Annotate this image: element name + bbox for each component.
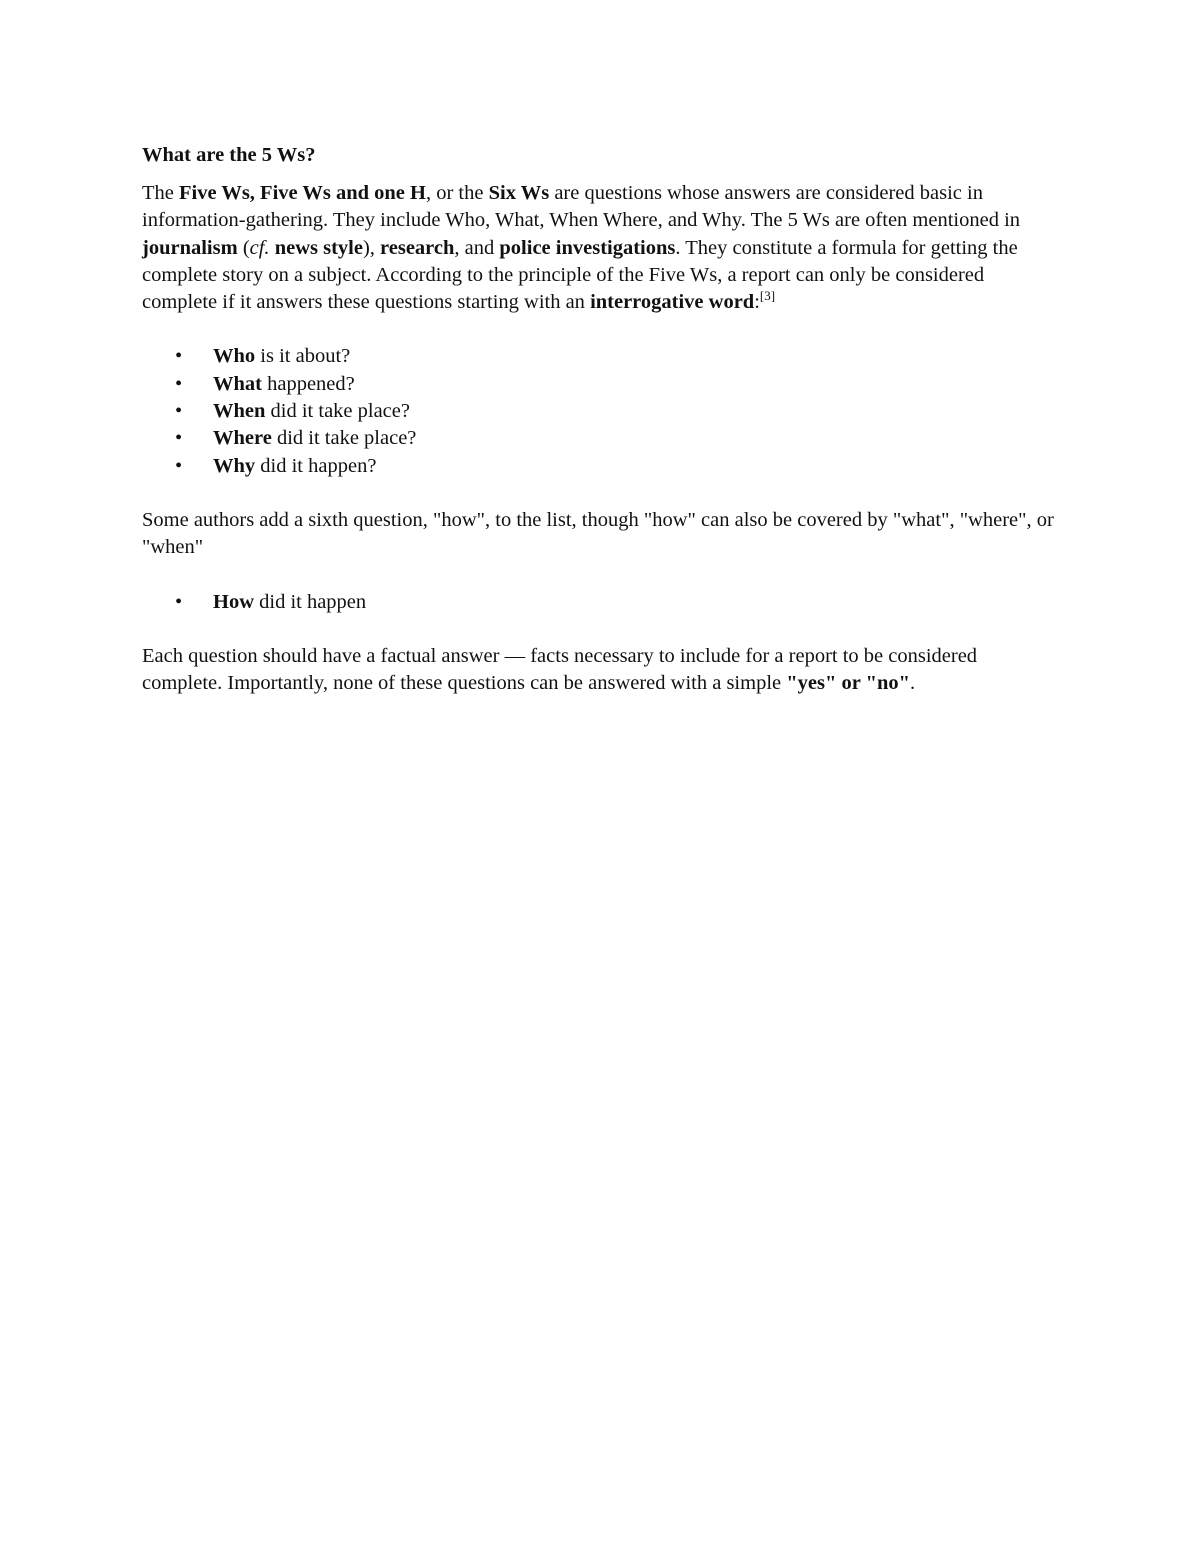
intro-text: The	[142, 182, 179, 204]
page-title: What are the 5 Ws?	[142, 144, 316, 166]
bullet-icon: •	[175, 400, 183, 423]
link-journalism[interactable]: journalism	[142, 236, 238, 259]
question-word: Who	[213, 345, 256, 368]
bullet-icon: •	[175, 345, 183, 368]
link-research[interactable]: research	[380, 236, 455, 259]
how-list	[142, 589, 1062, 616]
intro-italic-cf: cf.	[249, 236, 270, 259]
link-police-investigations[interactable]: police investigations	[499, 236, 676, 259]
citation-3[interactable]: [3]	[759, 288, 776, 304]
intro-text: are questions whose answers are considered basic in information-gathering. They include Who, What, When Where, and Why. The 5 Ws are often mentioned in	[142, 182, 1021, 232]
five-ws-list	[142, 343, 1062, 479]
sixth-question-paragraph: Some authors add a sixth question, "how", to the list, though "how" can also be covered by "what", "where", or "when"	[142, 508, 1054, 559]
intro-bold-five-ws: Five Ws, Five Ws and one H	[179, 182, 426, 204]
question-rest: is it about?	[255, 345, 351, 368]
question-word: When	[213, 400, 266, 423]
document-page	[142, 140, 1062, 697]
intro-text: . They constitute a formula for getting the complete story on a subject. According to the principle of the Five Ws, a report can only be considered complete if it answers these questions starting with an	[142, 236, 1018, 314]
bullet-icon: •	[175, 372, 183, 395]
bullet-icon: •	[175, 590, 183, 613]
intro-text: , and	[454, 236, 500, 259]
question-rest: happened?	[261, 372, 355, 395]
intro-paragraph	[142, 180, 1062, 316]
intro-text: :	[754, 291, 760, 314]
intro-text: , or the	[425, 182, 489, 204]
intro-text: (	[237, 236, 250, 259]
list-item-what	[142, 371, 1062, 398]
list-item-where	[142, 425, 1062, 452]
question-word: Why	[213, 454, 256, 477]
question-word: How	[213, 590, 254, 613]
closing-bold-yes-no: "yes" or "no"	[786, 672, 910, 695]
link-news-style[interactable]: news style	[274, 236, 363, 259]
bullet-icon: •	[175, 427, 183, 450]
question-rest: did it happen?	[255, 454, 377, 477]
question-rest: did it take place?	[271, 427, 417, 450]
closing-text: Each question should have a factual answer — facts necessary to include for a report to be considered complete. Importantly, none of these questions can be answered with a simple	[142, 644, 978, 695]
intro-bold-six-ws: Six Ws	[488, 182, 550, 204]
question-word: Where	[213, 427, 272, 450]
bullet-icon: •	[175, 454, 183, 477]
link-interrogative-word[interactable]: interrogative word	[590, 291, 755, 314]
intro-text: ),	[362, 236, 381, 259]
question-rest: did it take place?	[265, 400, 410, 423]
closing-text: .	[909, 672, 916, 695]
closing-paragraph	[142, 643, 1062, 698]
list-item-when	[142, 398, 1062, 425]
list-item-why	[142, 453, 1062, 480]
question-word: What	[213, 372, 262, 395]
list-item-who	[142, 343, 1062, 370]
question-rest: did it happen	[254, 590, 367, 613]
list-item-how	[142, 589, 1062, 616]
